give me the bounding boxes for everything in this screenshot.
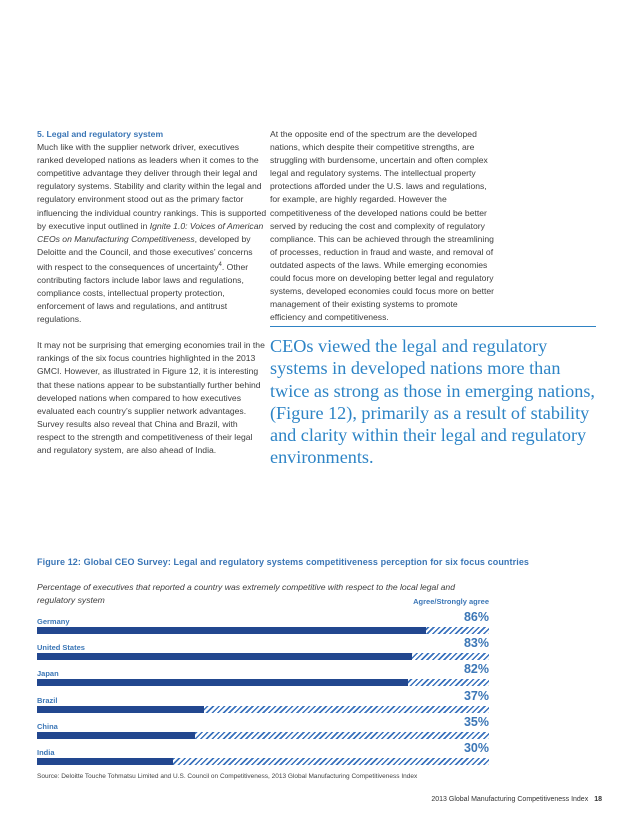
- bar-track: [37, 627, 489, 634]
- bar-chart: [37, 608, 489, 764]
- bar-value-label: 86%: [463, 610, 489, 624]
- legend-label: Agree/Strongly agree: [413, 597, 489, 606]
- ignite-report-title: Ignite 1.0: Voices of American CEOs on Manufacturing Competitiveness: [37, 220, 264, 244]
- bar-track: [37, 653, 489, 660]
- bar-row: [37, 713, 489, 739]
- right-paragraph-1: At the opposite end of the spectrum are the developed nations, which despite their competitive strengths, are struggling with burdensome, uncertain and often complex legal and regulatory systems. The intellectual property protections afforded under the U.S. laws and regulations, for example, are highly regarded. However the competitiveness of the developed nations could be better served by reducing the cost and complexity of regulatory compliance. This can be achieved through the streamlining of processes, reduction in fraud and waste, and removal of outdated aspects of the laws. While emerging economies could focus more on developing better legal and regulatory systems, developed economies could focus more on better management of their existing systems to promote efficiency and competitiveness.: [270, 129, 495, 323]
- bar-row: [37, 687, 489, 713]
- bar-row: [37, 660, 489, 686]
- bar: [37, 732, 195, 739]
- bar-track: [37, 679, 489, 686]
- left-paragraph-2: It may not be surprising that emerging economies trail in the rankings of the six focus countries highlighted in the 2013 GMCI. However, as illustrated in Figure 12, it is interesting that these nations appear to be substantially further behind developed nations when compared to how executives evaluated each country’s supplier network advantages. Survey results also reveal that China and Brazil, with respect to the strength and competitiveness of their legal and regulatory system, are also ahead of India.: [37, 340, 265, 456]
- bar: [37, 653, 412, 660]
- bar-track: [37, 732, 489, 739]
- bar-value-label: 82%: [463, 662, 489, 677]
- pull-quote-rule: [270, 326, 596, 327]
- section-title: 5. Legal and regulatory system: [37, 129, 164, 139]
- footnote-ref: 4: [218, 261, 222, 268]
- left-paragraph-1: Much like with the supplier network driver, executives ranked developed nations as leaders when it comes to the competitive advantage they deliver through their legal and regulatory systems. Stability and clarity within the legal and regulatory environment stood out as the primary factor influencing the individual country rankings. This is supported by executive input outlined in Ignite 1.0: Voices of American CEOs on Manufacturing Competitiveness, developed by Deloitte and the Council, and those executives’ concerns with respect to the consequences of uncertainty$^4$. Other contributing factors include labor laws and regulations, compliance costs, intellectual property protection, enforcement of laws and regulations, and antitrust regulations.: [37, 142, 267, 325]
- footer-report-title: 2013 Global Manufacturing Competitiveness Index: [431, 796, 589, 803]
- bar-row: [37, 739, 489, 765]
- bar-track: [37, 706, 489, 713]
- left-column: [37, 128, 267, 457]
- bar-row: [37, 608, 489, 634]
- bar-value-label: 35%: [463, 714, 489, 729]
- bar-track: [37, 758, 489, 765]
- pull-quote: CEOs viewed the legal and regulatory systems in developed nations more than twice as strong as those in emerging nations, (Figure 12), primarily as a result of stability and clarity within their legal and regulatory environments.: [270, 336, 595, 468]
- page-number: 18: [594, 796, 602, 803]
- right-column: [270, 128, 495, 324]
- page-footer: [431, 796, 602, 803]
- bar-category-label: Brazil: [37, 695, 58, 705]
- bar-category-label: United States: [37, 643, 85, 653]
- bar: [37, 627, 426, 634]
- bar-value-label: 83%: [463, 636, 489, 651]
- bar: [37, 758, 173, 765]
- bar-row: [37, 634, 489, 660]
- bar-value-label: 30%: [463, 741, 489, 755]
- figure-title: Figure 12: Global CEO Survey: Legal and regulatory systems competitiveness perception for six focus countries: [37, 557, 530, 567]
- bar-category-label: India: [37, 748, 55, 757]
- figure-source: Source: Deloitte Touche Tohmatsu Limited and U.S. Council on Competitiveness, 2013 Global Manufacturing Competitiveness Index: [37, 773, 418, 780]
- figure-subtitle: Percentage of executives that reported a country was extremely competitive with respect to the local legal and regulatory system: [37, 582, 455, 605]
- bar-category-label: Japan: [37, 669, 59, 679]
- bar: [37, 679, 408, 686]
- bar-category-label: China: [37, 721, 58, 731]
- bar-value-label: 37%: [463, 688, 489, 703]
- bar: [37, 706, 204, 713]
- bar-category-label: Germany: [37, 617, 70, 626]
